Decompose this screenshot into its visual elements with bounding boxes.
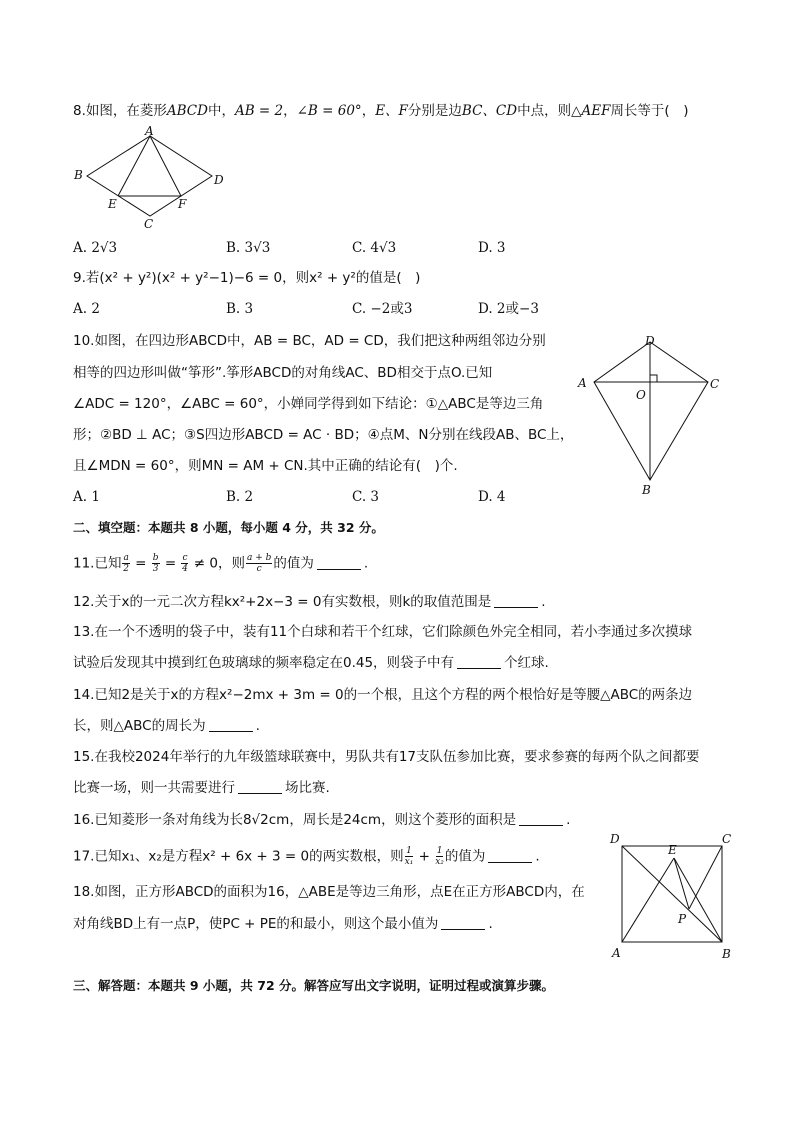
q18-label-e: E [668, 843, 677, 857]
q8-label-f: F [178, 197, 187, 211]
q8-label-d: D [214, 173, 224, 187]
q18-line-1: 18.如图，正方形ABCD的面积为16，△ABE是等边三角形，点E在正方形ABCD内，在 [73, 884, 585, 900]
q17-stem: 17.已知x₁、x₂是方程x² + 6x + 3 = 0的两实数根，则 $\frac{1}{\text{x₁}}$ + $\frac{1}{\text{x₂}}$ 的值为 . [73, 846, 540, 867]
q15-answer-blank[interactable] [238, 779, 282, 794]
section-2-heading: 二、填空题：本题共 8 小题，每小题 4 分，共 32 分。 [73, 520, 384, 535]
q8-stem: 8.如图，在菱形ABCD中，AB = 2，∠B = 60°，E、F分别是边BC、CD中点，则△AEF周长等于( ) [73, 103, 689, 119]
q10-option-c: C. 3 [352, 489, 380, 505]
q18-square-figure [606, 828, 740, 964]
q10-option-d: D. 4 [478, 489, 506, 505]
q17-answer-blank[interactable] [488, 848, 532, 863]
q8-label-b: B [74, 168, 83, 182]
q16-answer-blank[interactable] [519, 811, 563, 826]
q10-label-d: D [645, 334, 655, 348]
q8-rhombus-figure [70, 126, 230, 232]
q10-line-2: 相等的四边形叫做“筝形”.筝形ABCD的对角线AC、BD相交于点O.已知 [73, 365, 493, 381]
q10-line-3: ∠ADC = 120°，∠ABC = 60°，小婵同学得到如下结论：①△ABC是等边三角 [73, 396, 544, 412]
section-3-heading: 三、解答题：本题共 9 小题，共 72 分。解答应写出文字说明，证明过程或演算步骤。 [73, 978, 555, 993]
q12-stem: 12.关于x的一元二次方程kx²+2x−3 = 0有实数根，则k的取值范围是 . [73, 594, 546, 610]
q9-stem: 9.若(x² + y²)(x² + y²−1)−6 = 0，则x² + y²的值是( ) [73, 270, 421, 286]
q13-line-2: 试验后发现其中摸到红色玻璃球的频率稳定在0.45，则袋子中有 个红球. [73, 655, 549, 671]
q9-option-b: B. 3 [226, 301, 254, 317]
q10-line-4: 形；②BD ⊥ AC；③S四边形ABCD = AC · BD；④点M、N分别在线段AB、BC上， [73, 427, 574, 443]
q10-line-5: 且∠MDN = 60°，则MN = AM + CN.其中正确的结论有( )个. [73, 458, 458, 474]
q15-line-2: 比赛一场，则一共需要进行 场比赛. [73, 780, 330, 796]
q12-answer-blank[interactable] [494, 593, 538, 608]
q18-label-b: B [722, 947, 731, 961]
q8-label-e: E [108, 197, 117, 211]
q10-label-c: C [710, 377, 720, 391]
q8-label-c: C [144, 217, 154, 231]
q13-line-1: 13.在一个不透明的袋子中，装有11个白球和若干个红球，它们除颜色外完全相同，若小李通过多次摸球 [73, 624, 693, 640]
q16-stem: 16.已知菱形一条对角线为长8√2cm，周长是24cm，则这个菱形的面积是 . [73, 812, 571, 828]
q18-label-d: D [610, 832, 620, 846]
q15-line-1: 15.在我校2024年举行的九年级篮球联赛中，男队共有17支队伍参加比赛，要求参赛的每两个队之间都要 [73, 749, 700, 765]
q11-answer-blank[interactable] [317, 555, 361, 570]
q8-option-b: B. 3√3 [226, 240, 271, 256]
q14-answer-blank[interactable] [209, 717, 253, 732]
q10-kite-figure [574, 332, 724, 498]
q14-line-1: 14.已知2是关于x的方程x²−2mx + 3m = 0的一个根，且这个方程的两个根恰好是等腰△ABC的两条边 [73, 687, 693, 703]
q11-stem: 11.已知 $\frac{a}{2}$ = $\frac{b}{3}$ = $\frac{c}{4}$ ≠ 0，则 $\frac{a + b}{c}$ 的值为 . [73, 553, 369, 574]
q18-answer-blank[interactable] [441, 915, 485, 930]
q9-option-d: D. 2或−3 [478, 301, 539, 317]
q8-option-d: D. 3 [478, 240, 506, 256]
q18-label-p: P [678, 912, 687, 926]
q10-label-b: B [642, 483, 651, 497]
q9-option-a: A. 2 [73, 301, 100, 317]
q8-option-a: A. 2√3 [73, 240, 118, 256]
q10-label-o: O [636, 388, 646, 402]
q10-line-1: 10.如图，在四边形ABCD中，AB = BC，AD = CD，我们把这种两组邻边分别 [73, 333, 546, 349]
q18-label-c: C [722, 832, 732, 846]
q10-label-a: A [578, 376, 587, 390]
q10-option-a: A. 1 [73, 489, 100, 505]
q8-label-a: A [145, 126, 154, 138]
q14-line-2: 长，则△ABC的周长为 . [73, 718, 260, 734]
q9-option-c: C. −2或3 [352, 301, 413, 317]
q13-answer-blank[interactable] [457, 654, 501, 669]
q8-option-c: C. 4√3 [352, 240, 397, 256]
q18-line-2: 对角线BD上有一点P，使PC + PE的和最小，则这个最小值为 . [73, 916, 493, 932]
q10-option-b: B. 2 [226, 489, 254, 505]
q18-label-a: A [612, 946, 621, 960]
